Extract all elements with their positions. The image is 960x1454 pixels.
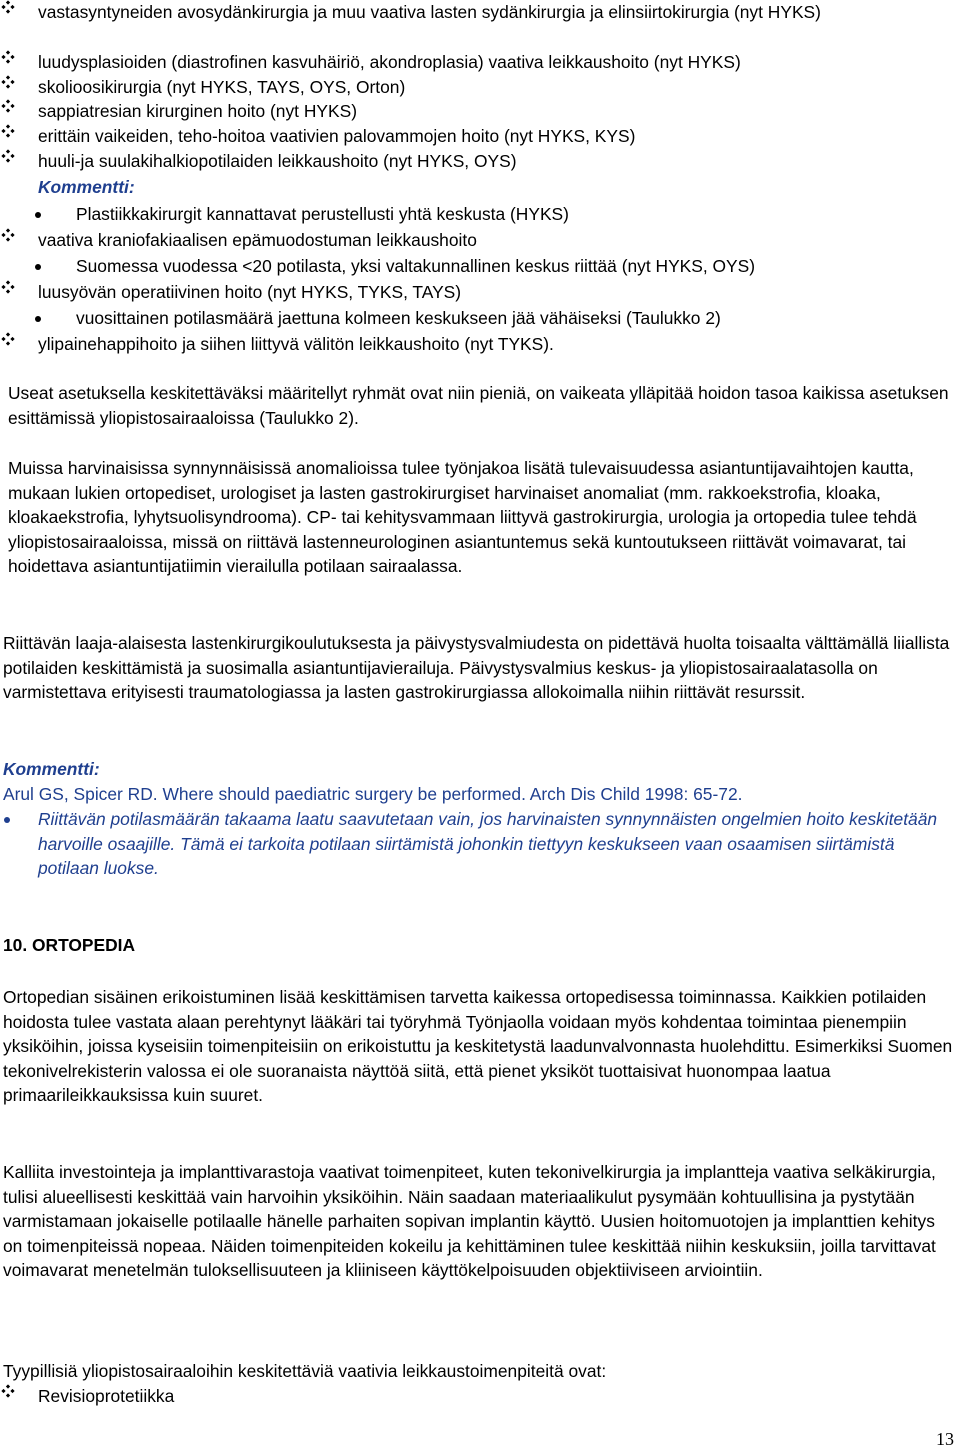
bullet-dot-icon [35,264,41,270]
list-item-text: sappiatresian kirurginen hoito (nyt HYKS) [38,101,357,121]
list-item [0,332,945,356]
list-item [0,99,945,123]
diamond-bullet-icon [1,50,27,64]
list-item-text: huuli-ja suulakihalkiopotilaiden leikkaushoito (nyt HYKS, OYS) [38,151,517,171]
bullet-dot-icon [35,212,41,218]
sub-list-item [0,202,945,226]
paragraph: Tyypillisiä yliopistosairaaloihin keskitettäviä vaativia leikkaustoimenpiteitä ovat: [3,1361,607,1381]
comment-label: Kommentti: [38,177,135,197]
list-item-text: Revisioprotetiikka [38,1386,175,1406]
list-item [0,280,945,304]
sub-list-item-text: Plastiikkakirurgit kannattavat perustellusti yhtä keskusta (HYKS) [76,204,569,224]
diamond-bullet-icon [1,149,27,163]
page-number: 13 [936,1429,954,1449]
sub-list-item [0,254,945,278]
paragraph: Ortopedian sisäinen erikoistuminen lisää keskittämisen tarvetta kaikessa ortopedisessa toiminnassa. Kaikkien potilaiden hoidosta tulee vastata alaan perehtynyt lääkäri tai työryhmä Työnjaolla voidaan myös kohdentaa toimintaa pienempiin yksiköihin, joissa kyseisiin toimenpiteisiin on erikoistuttu ja keskitetystä laadunvalvonnasta huolehdittu. Esimerkiksi Suomen tekonivelrekisterin valossa ei ole suoranaista näyttöä siitä, että pienet yksiköt tuottaisivat huonompaa laatua primaarileikkauksissa kuin suuret. [3,987,953,1106]
diamond-bullet-icon [1,124,27,138]
list-item [0,50,945,74]
paragraph: Riittävän laaja-alaisesta lastenkirurgikoulutuksesta ja päivystysvalmiudesta on pidettävä huolta toisaalta välttämällä liiallista potilaiden keskittämistä ja suosimalla asiantuntijavierailuja. Päivystysvalmius keskus- ja yliopistosairaalatasolla on varmistettava erityisesti traumatologiassa ja lasten gastrokirurgiassa allokoimalla niihin riittävät resurssit. [3,633,950,703]
list-item-text: ylipainehappihoito ja siihen liittyvä välitön leikkaushoito (nyt TYKS). [38,334,554,354]
list-item [0,228,945,252]
list-item-text: luudysplasioiden (diastrofinen kasvuhäiriö, akondroplasia) vaativa leikkaushoito (nyt HYKS) [38,52,741,72]
paragraph: Muissa harvinaisissa synnynnäisissä anomalioissa tulee työnjakoa lisätä tulevaisuudessa asiantuntijavaihtojen kautta, mukaan lukien ortopediset, urologiset ja lasten gastrokirurgiset harvinaiset anomaliat (mm. rakkoekstrofia, kloaka, kloakaekstrofia, lyhytsuolisyndrooma). CP- tai kehitysvammaan liittyvä gastrokirurgia, urologia ja ortopedia tulee tehdä yliopistosairaaloissa, missä on riittävä lastenneurologinen asiantuntemus sekä kuntoutukseen riittävät voimavarat, tai hoidettava asiantuntijatiimin vierailulla potilaan sairaalassa. [8,458,917,577]
comment-bullet [0,807,945,881]
diamond-bullet-icon [1,332,27,346]
comment-label: Kommentti: [3,759,100,779]
comment-bullet-text: Riittävän potilasmäärän takaama laatu saavutetaan vain, jos harvinaisten synnynnäisten ongelmien hoito keskitetään harvoille osaajille. Tämä ei tarkoita potilaan siirtämistä johonkin tiettyyn keskukseen vaan osaamisen siirtämistä potilaan luokse. [38,809,938,879]
diamond-bullet-icon [1,280,27,294]
bullet-dot-icon [35,316,41,322]
list-item [0,149,945,173]
list-item-text: luusyövän operatiivinen hoito (nyt HYKS, TYKS, TAYS) [38,282,462,302]
paragraph: Useat asetuksella keskitettäväksi määritellyt ryhmät ovat niin pieniä, on vaikeata ylläpitää hoidon tasoa kaikissa asetuksen esittämissä yliopistosairaaloissa (Taulukko 2). [8,383,949,428]
sub-list-item-text: Suomessa vuodessa <20 potilasta, yksi valtakunnallinen keskus riittää (nyt HYKS, OYS) [76,256,756,276]
diamond-bullet-icon [1,99,27,113]
sub-list-item [0,306,945,330]
bullet-dot-icon [4,817,10,823]
list-item [0,75,945,99]
diamond-bullet-icon [1,0,27,14]
list-item-text: erittäin vaikeiden, teho-hoitoa vaativien palovammojen hoito (nyt HYKS, KYS) [38,126,636,146]
diamond-bullet-icon [1,228,27,242]
list-item [0,0,945,24]
list-item-text: vastasyntyneiden avosydänkirurgia ja muu vaativa lasten sydänkirurgia ja elinsiirtokirurgia (nyt HYKS) [38,2,821,22]
diamond-bullet-icon [1,1384,27,1398]
sub-list-item-text: vuosittainen potilasmäärä jaettuna kolmeen keskukseen jää vähäiseksi (Taulukko 2) [76,308,721,328]
list-item [0,124,945,148]
list-item [0,1384,945,1408]
list-item-text: vaativa kraniofakiaalisen epämuodostuman leikkaushoito [38,230,477,250]
paragraph: Kalliita investointeja ja implanttivarastoja vaativat toimenpiteet, kuten tekonivelkirurgia ja implantteja vaativa selkäkirurgia, tulisi alueellisesti keskittää vain harvoihin yksiköihin. Näin saadaan materiaalikulut pysymään kohtuullisina ja pystytään varmistamaan jokaiselle potilaalle hänelle parhaiten sopivan implantin käyttö. Uusien hoitomuotojen ja implanttien kehitys on toimenpiteissä nopeaa. Näiden toimenpiteiden kokeilu ja kehittäminen tulee keskittää niihin keskuksiin, joilla tarvittavat voimavarat menetelmän tuloksellisuuteen ja kliiniseen käyttökelpoisuuden objektiiviseen arviointiin. [3,1162,936,1281]
reference-citation: Arul GS, Spicer RD. Where should paediatric surgery be performed. Arch Dis Child 1998: 65-72. [3,784,743,804]
diamond-bullet-icon [1,75,27,89]
section-heading: 10. ORTOPEDIA [3,935,136,955]
list-item-text: skolioosikirurgia (nyt HYKS, TAYS, OYS, Orton) [38,77,406,97]
